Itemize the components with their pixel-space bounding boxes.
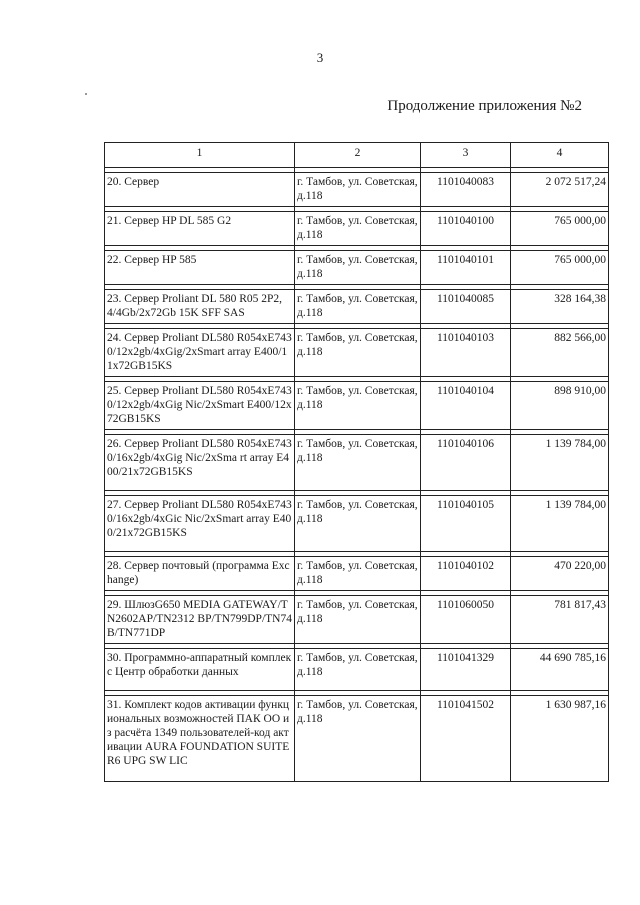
- header-row: [105, 143, 609, 168]
- address-cell: г. Тамбов, ул. Советская, д.118: [295, 557, 421, 591]
- value-cell: 2 072 517,24: [511, 173, 609, 207]
- header-col-3: 3: [421, 143, 511, 168]
- table-row: [105, 382, 609, 430]
- item-name-cell: 22. Сервер HP 585: [105, 251, 295, 285]
- inventory-number-cell: 1101040102: [421, 557, 511, 591]
- address-cell: г. Тамбов, ул. Советская, д.118: [295, 329, 421, 377]
- address-cell: г. Тамбов, ул. Советская, д.118: [295, 596, 421, 644]
- inventory-number-cell: 1101040085: [421, 290, 511, 324]
- table-row: [105, 212, 609, 246]
- table-row: [105, 435, 609, 491]
- property-table: [104, 142, 609, 782]
- inventory-number-cell: 1101040083: [421, 173, 511, 207]
- inventory-number-cell: 1101040101: [421, 251, 511, 285]
- value-cell: 1 139 784,00: [511, 435, 609, 491]
- value-cell: 882 566,00: [511, 329, 609, 377]
- item-name-cell: 28. Сервер почтовый (программа Exchange): [105, 557, 295, 591]
- address-cell: г. Тамбов, ул. Советская, д.118: [295, 435, 421, 491]
- header-col-4: 4: [511, 143, 609, 168]
- inventory-number-cell: 1101040105: [421, 496, 511, 552]
- value-cell: 1 139 784,00: [511, 496, 609, 552]
- inventory-number-cell: 1101041502: [421, 696, 511, 782]
- address-cell: г. Тамбов, ул. Советская, д.118: [295, 696, 421, 782]
- item-name-cell: 23. Сервер Proliant DL 580 R05 2P2, 4/4Gb/2x72Gb 15K SFF SAS: [105, 290, 295, 324]
- table-row: [105, 251, 609, 285]
- value-cell: 44 690 785,16: [511, 649, 609, 691]
- value-cell: 470 220,00: [511, 557, 609, 591]
- address-cell: г. Тамбов, ул. Советская, д.118: [295, 251, 421, 285]
- table-row: [105, 557, 609, 591]
- table-row: [105, 290, 609, 324]
- inventory-number-cell: 1101041329: [421, 649, 511, 691]
- value-cell: 765 000,00: [511, 251, 609, 285]
- address-cell: г. Тамбов, ул. Советская, д.118: [295, 212, 421, 246]
- inventory-number-cell: 1101040104: [421, 382, 511, 430]
- appendix-title: Продолжение приложения №2: [387, 98, 582, 114]
- item-name-cell: 31. Комплект кодов активации функциональных возможностей ПАК ОО из расчёта 1349 пользователей-код активации AURA FOUNDATION SUITE R6 UPG SW LIC: [105, 696, 295, 782]
- table-row: [105, 696, 609, 782]
- inventory-number-cell: 1101040103: [421, 329, 511, 377]
- table-row: [105, 173, 609, 207]
- item-name-cell: 29. ШлюзG650 MEDIA GATEWAY/TN2602AP/TN2312 BP/TN799DP/TN74B/TN771DP: [105, 596, 295, 644]
- address-cell: г. Тамбов, ул. Советская, д.118: [295, 382, 421, 430]
- table-row: [105, 496, 609, 552]
- scan-speck: [85, 93, 87, 95]
- item-name-cell: 25. Сервер Proliant DL580 R054xE7430/12x2gb/4xGig Nic/2xSmart E400/12x72GB15KS: [105, 382, 295, 430]
- item-name-cell: 24. Сервер Proliant DL580 R054xE7430/12x2gb/4xGig/2xSmart array E400/11x72GB15KS: [105, 329, 295, 377]
- inventory-number-cell: 1101040100: [421, 212, 511, 246]
- value-cell: 1 630 987,16: [511, 696, 609, 782]
- table-row: [105, 596, 609, 644]
- table-row: [105, 329, 609, 377]
- page-number: 3: [316, 50, 324, 65]
- inventory-number-cell: 1101040106: [421, 435, 511, 491]
- inventory-number-cell: 1101060050: [421, 596, 511, 644]
- table-row: [105, 649, 609, 691]
- address-cell: г. Тамбов, ул. Советская, д.118: [295, 290, 421, 324]
- value-cell: 898 910,00: [511, 382, 609, 430]
- address-cell: г. Тамбов, ул. Советская, д.118: [295, 173, 421, 207]
- item-name-cell: 30. Программно-аппаратный комплекс Центр обработки данных: [105, 649, 295, 691]
- header-col-2: 2: [295, 143, 421, 168]
- header-col-1: 1: [105, 143, 295, 168]
- item-name-cell: 27. Сервер Proliant DL580 R054xE7430/16x2gb/4xGic Nic/2xSmart array E400/21x72GB15KS: [105, 496, 295, 552]
- value-cell: 781 817,43: [511, 596, 609, 644]
- item-name-cell: 26. Сервер Proliant DL580 R054xE7430/16x2gb/4xGig Nic/2xSma rt array E400/21x72GB15KS: [105, 435, 295, 491]
- address-cell: г. Тамбов, ул. Советская, д.118: [295, 649, 421, 691]
- value-cell: 328 164,38: [511, 290, 609, 324]
- value-cell: 765 000,00: [511, 212, 609, 246]
- address-cell: г. Тамбов, ул. Советская, д.118: [295, 496, 421, 552]
- item-name-cell: 21. Сервер HP DL 585 G2: [105, 212, 295, 246]
- item-name-cell: 20. Сервер: [105, 173, 295, 207]
